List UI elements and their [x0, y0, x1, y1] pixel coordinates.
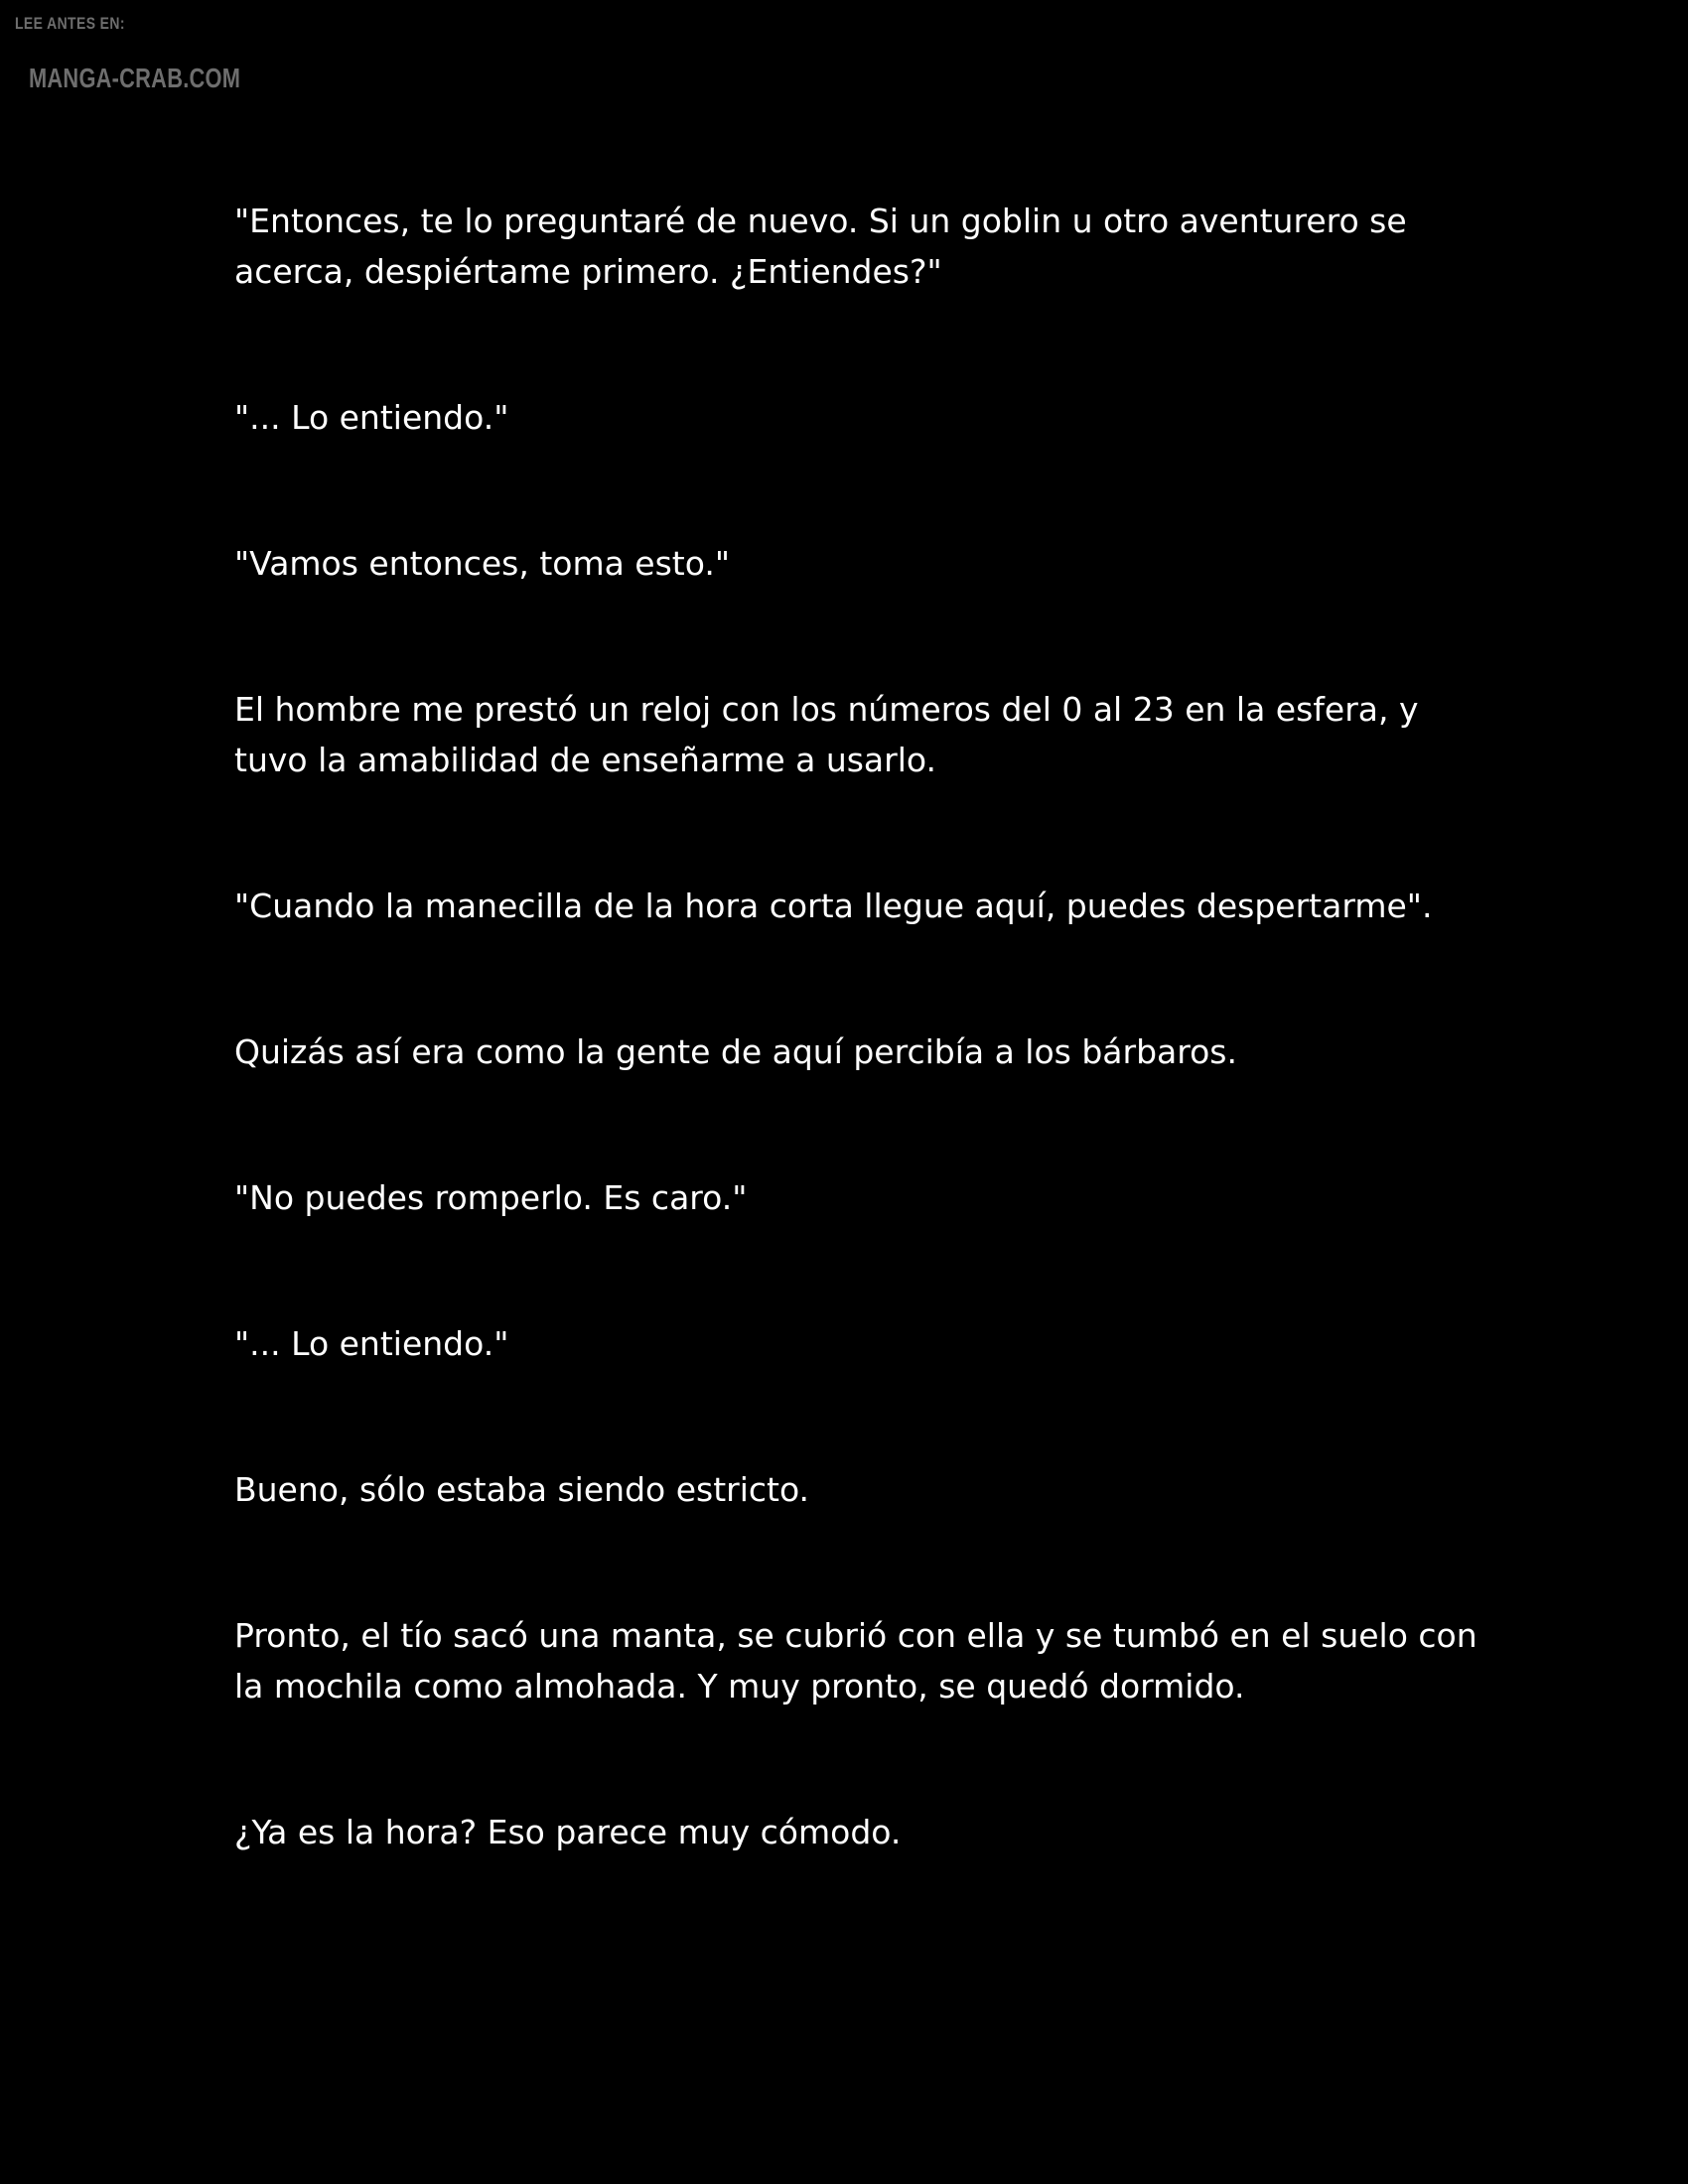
- watermark-label: LEE ANTES EN:: [15, 14, 125, 33]
- paragraph-2: "... Lo entiendo.": [234, 398, 509, 437]
- paragraph-10: Pronto, el tío sacó una manta, se cubrió con ella y se tumbó en el suelo con la mochila como almohada. Y muy pronto, se quedó dormido.: [234, 1616, 1477, 1706]
- watermark-site: MANGA-CRAB.COM: [29, 63, 241, 93]
- paragraph-4: El hombre me prestó un reloj con los números del 0 al 23 en la esfera, y tuvo la amabilidad de enseñarme a usarlo.: [234, 690, 1419, 779]
- paragraph-7: "No puedes romperlo. Es caro.": [234, 1178, 748, 1217]
- paragraph-9: Bueno, sólo estaba siendo estricto.: [234, 1470, 810, 1509]
- paragraph-5: "Cuando la manecilla de la hora corta llegue aquí, puedes despertarme".: [234, 887, 1433, 925]
- paragraph-1: "Entonces, te lo preguntaré de nuevo. Si un goblin u otro aventurero se acerca, despiértame primero. ¿Entiendes?": [234, 202, 1407, 291]
- watermark: [15, 14, 300, 94]
- story-text: [234, 196, 1485, 1953]
- paragraph-11: ¿Ya es la hora? Eso parece muy cómodo.: [234, 1813, 902, 1851]
- paragraph-6: Quizás así era como la gente de aquí percibía a los bárbaros.: [234, 1032, 1237, 1071]
- paragraph-3: "Vamos entonces, toma esto.": [234, 544, 731, 583]
- paragraph-8: "... Lo entiendo.": [234, 1324, 509, 1363]
